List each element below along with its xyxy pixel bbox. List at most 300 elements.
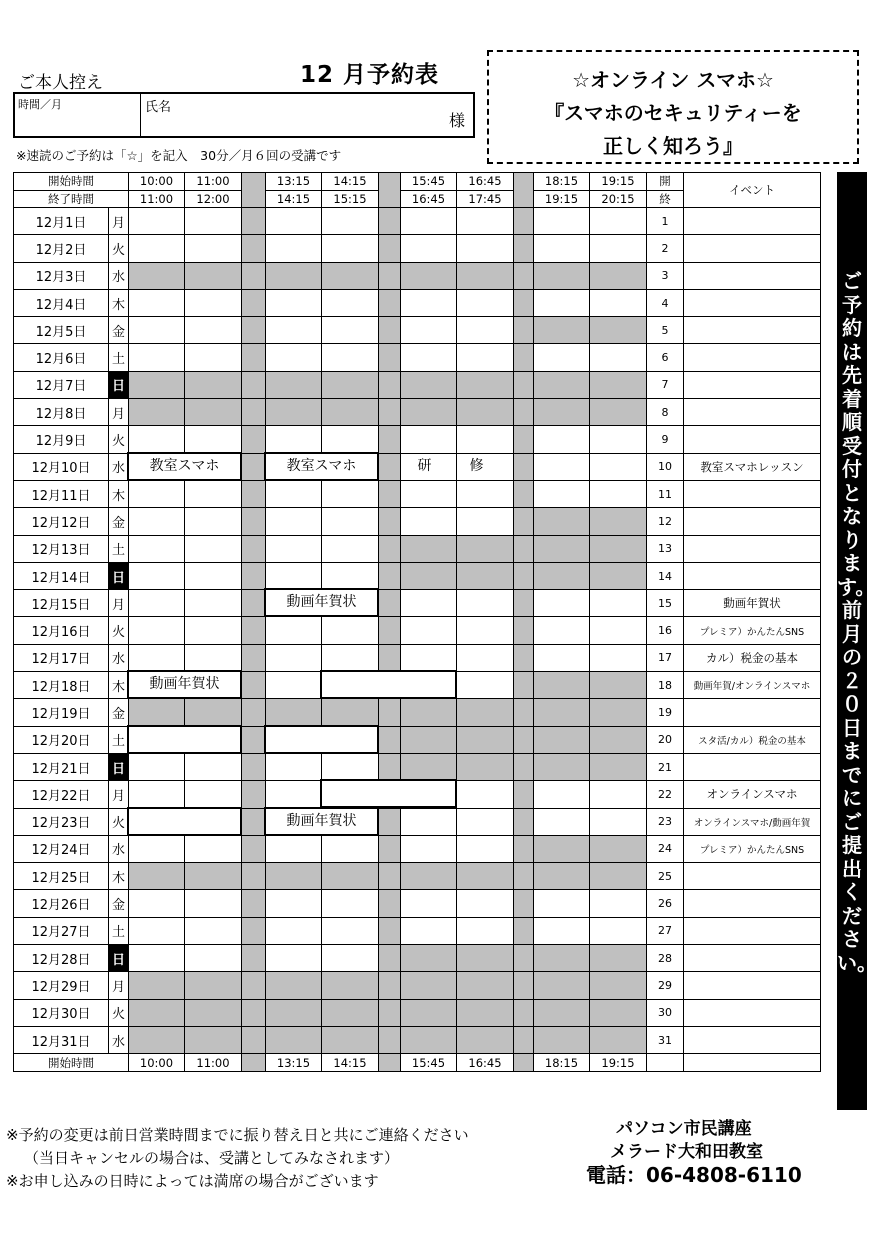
slot-cell <box>534 1026 590 1053</box>
slot-cell[interactable] <box>590 890 647 917</box>
row-date: 12月7日 <box>14 371 109 398</box>
slot-cell[interactable] <box>534 344 590 371</box>
row-number: 20 <box>647 726 684 753</box>
slot-cell[interactable] <box>185 317 242 344</box>
break-cell <box>379 453 401 480</box>
slot-cell[interactable] <box>185 590 242 617</box>
lesson-box-douga-nengajo[interactable]: 動画年賀状 <box>264 588 379 617</box>
slot-cell[interactable] <box>185 562 242 589</box>
lesson-box-douga-nengajo[interactable]: 動画年賀状 <box>127 670 242 699</box>
slot-cell[interactable] <box>266 890 322 917</box>
slot-cell[interactable] <box>322 917 379 944</box>
slot-cell[interactable] <box>266 753 322 780</box>
row-date: 12月22日 <box>14 781 109 808</box>
slot-cell[interactable] <box>129 644 185 671</box>
end-time: 20:15 <box>590 190 647 208</box>
slot-cell[interactable] <box>401 235 457 262</box>
slot-cell[interactable] <box>590 917 647 944</box>
break-col <box>242 173 266 208</box>
row-number: 24 <box>647 835 684 862</box>
slot-cell[interactable] <box>534 808 590 835</box>
slot-cell <box>266 1026 322 1053</box>
slot-cell <box>590 535 647 562</box>
promo-line-3: 正しく知ろう』 <box>603 134 743 158</box>
break-cell <box>514 672 534 699</box>
break-cell <box>379 235 401 262</box>
slot-cell[interactable] <box>457 808 514 835</box>
slot-cell[interactable] <box>534 917 590 944</box>
slot-cell[interactable] <box>185 617 242 644</box>
row-weekday: 月 <box>109 781 129 808</box>
lesson-box-empty[interactable] <box>127 807 242 836</box>
footer-start-time: 14:15 <box>322 1054 379 1072</box>
slot-cell[interactable] <box>185 781 242 808</box>
slot-cell[interactable] <box>185 426 242 453</box>
slot-cell[interactable] <box>266 535 322 562</box>
row-event <box>684 371 821 398</box>
slot-cell[interactable] <box>322 945 379 972</box>
slot-cell[interactable] <box>129 781 185 808</box>
row-date: 12月8日 <box>14 399 109 426</box>
table-row <box>14 835 821 862</box>
slot-cell[interactable] <box>185 344 242 371</box>
slot-cell[interactable] <box>185 945 242 972</box>
break-col <box>514 173 534 208</box>
slot-cell <box>185 1026 242 1053</box>
slot-cell[interactable] <box>401 590 457 617</box>
lesson-box-empty[interactable] <box>320 779 457 808</box>
slot-cell <box>322 399 379 426</box>
break-cell <box>514 890 534 917</box>
slot-cell[interactable] <box>266 235 322 262</box>
slot-cell <box>322 699 379 726</box>
slot-cell[interactable] <box>401 890 457 917</box>
slot-cell <box>590 972 647 999</box>
slot-cell[interactable] <box>185 235 242 262</box>
break-cell <box>514 235 534 262</box>
name-info-box <box>13 92 475 138</box>
row-event: プレミア）かんたんSNS <box>684 617 821 644</box>
slot-cell[interactable] <box>401 344 457 371</box>
slot-cell <box>322 999 379 1026</box>
slot-cell[interactable] <box>129 590 185 617</box>
break-cell <box>242 344 266 371</box>
slot-cell[interactable] <box>457 289 514 316</box>
slot-cell[interactable] <box>185 753 242 780</box>
slot-cell <box>322 972 379 999</box>
slot-cell[interactable] <box>590 590 647 617</box>
slot-cell <box>401 863 457 890</box>
row-event: カル）税金の基本 <box>684 644 821 671</box>
break-cell <box>514 508 534 535</box>
slot-cell[interactable] <box>401 917 457 944</box>
row-event <box>684 399 821 426</box>
slot-cell <box>322 371 379 398</box>
break-cell <box>514 644 534 671</box>
slot-cell[interactable] <box>322 289 379 316</box>
slot-cell[interactable] <box>401 289 457 316</box>
slot-cell[interactable] <box>457 617 514 644</box>
break-cell <box>514 699 534 726</box>
slot-cell[interactable] <box>590 480 647 507</box>
row-weekday: 日 <box>109 753 129 780</box>
slot-cell[interactable] <box>534 617 590 644</box>
sidebar-text: ご予約は先着順受付となります。前月の２０日までにご提出ください。 <box>837 269 877 975</box>
slot-cell <box>401 945 457 972</box>
row-event <box>684 262 821 289</box>
row-event: スタ活/カル）税金の基本 <box>684 726 821 753</box>
slot-cell[interactable] <box>322 535 379 562</box>
slot-cell <box>401 399 457 426</box>
lesson-box-empty[interactable] <box>264 725 379 754</box>
slot-cell[interactable] <box>534 781 590 808</box>
slot-cell[interactable] <box>129 917 185 944</box>
slot-cell[interactable] <box>322 480 379 507</box>
slot-cell[interactable] <box>401 808 457 835</box>
lesson-box-empty[interactable] <box>320 670 457 699</box>
footer-start-time: 18:15 <box>534 1054 590 1072</box>
slot-cell[interactable] <box>590 617 647 644</box>
break-cell <box>379 999 401 1026</box>
slot-cell[interactable] <box>266 344 322 371</box>
break-cell <box>514 617 534 644</box>
row-event <box>684 535 821 562</box>
slot-cell[interactable] <box>401 617 457 644</box>
slot-cell[interactable] <box>322 208 379 235</box>
break-cell <box>514 371 534 398</box>
slot-cell[interactable] <box>401 644 457 671</box>
row-weekday: 火 <box>109 999 129 1026</box>
slot-cell[interactable] <box>266 562 322 589</box>
slot-cell[interactable] <box>129 426 185 453</box>
slot-cell[interactable] <box>266 208 322 235</box>
slot-cell[interactable] <box>185 835 242 862</box>
row-weekday: 火 <box>109 617 129 644</box>
break-cell <box>242 644 266 671</box>
row-number: 1 <box>647 208 684 235</box>
copy-label: ご本人控え <box>18 73 103 93</box>
start-time: 14:15 <box>322 173 379 191</box>
slot-cell[interactable] <box>266 317 322 344</box>
row-weekday: 木 <box>109 480 129 507</box>
break-cell <box>379 753 401 780</box>
slot-cell[interactable] <box>401 835 457 862</box>
start-time: 16:45 <box>457 173 514 191</box>
slot-cell[interactable] <box>266 917 322 944</box>
slot-cell[interactable] <box>185 508 242 535</box>
lesson-box-kyoshitsu-sumaho[interactable]: 教室スマホ <box>264 452 379 481</box>
slot-cell[interactable] <box>590 289 647 316</box>
row-event <box>684 1026 821 1053</box>
slot-cell[interactable] <box>457 317 514 344</box>
slot-cell[interactable] <box>457 781 514 808</box>
slot-cell[interactable] <box>266 835 322 862</box>
slot-cell[interactable] <box>129 562 185 589</box>
row-number: 18 <box>647 672 684 699</box>
slot-cell[interactable] <box>266 672 322 699</box>
slot-cell[interactable] <box>129 289 185 316</box>
slot-cell[interactable] <box>457 508 514 535</box>
slot-cell[interactable] <box>590 235 647 262</box>
break-cell <box>514 262 534 289</box>
row-number: 29 <box>647 972 684 999</box>
slot-cell[interactable] <box>185 289 242 316</box>
row-event <box>684 699 821 726</box>
slot-cell[interactable] <box>590 781 647 808</box>
slot-cell <box>534 753 590 780</box>
lesson-box-douga-nengajo[interactable]: 動画年賀状 <box>264 807 379 836</box>
break-cell <box>242 508 266 535</box>
slot-cell[interactable] <box>266 617 322 644</box>
slot-cell <box>129 972 185 999</box>
slot-cell <box>590 1026 647 1053</box>
slot-cell[interactable] <box>457 235 514 262</box>
slot-cell[interactable] <box>266 289 322 316</box>
page-title: 12 月予約表 <box>300 62 440 88</box>
slot-cell[interactable] <box>129 945 185 972</box>
slot-cell[interactable] <box>185 890 242 917</box>
break-cell <box>242 399 266 426</box>
slot-cell[interactable] <box>129 617 185 644</box>
slot-cell <box>590 699 647 726</box>
promo-box <box>487 50 859 164</box>
slot-cell <box>322 262 379 289</box>
lesson-box-kyoshitsu-sumaho[interactable]: 教室スマホ <box>127 452 242 481</box>
slot-cell[interactable] <box>534 644 590 671</box>
start-time-header: 開始時間 <box>14 173 129 191</box>
slot-cell[interactable] <box>590 644 647 671</box>
slot-cell[interactable] <box>129 753 185 780</box>
slot-cell[interactable] <box>129 480 185 507</box>
row-weekday: 木 <box>109 289 129 316</box>
break-cell <box>514 289 534 316</box>
row-number: 23 <box>647 808 684 835</box>
slot-cell[interactable] <box>590 808 647 835</box>
slot-cell[interactable] <box>185 480 242 507</box>
slot-cell <box>534 726 590 753</box>
footer-blank <box>684 1054 821 1072</box>
row-weekday: 木 <box>109 672 129 699</box>
honorific-label: 様 <box>448 111 465 130</box>
slot-cell[interactable] <box>322 235 379 262</box>
break-cell <box>379 1054 401 1072</box>
slot-cell[interactable] <box>534 208 590 235</box>
slot-cell[interactable] <box>185 535 242 562</box>
slot-cell[interactable] <box>266 426 322 453</box>
slot-cell[interactable] <box>129 890 185 917</box>
start-time: 15:45 <box>401 173 457 191</box>
slot-cell[interactable] <box>322 617 379 644</box>
break-cell <box>242 753 266 780</box>
slot-cell[interactable] <box>266 644 322 671</box>
slot-cell <box>457 699 514 726</box>
slot-cell[interactable] <box>401 480 457 507</box>
break-cell <box>242 781 266 808</box>
slot-cell[interactable] <box>401 208 457 235</box>
row-date: 12月9日 <box>14 426 109 453</box>
break-cell <box>514 917 534 944</box>
row-date: 12月25日 <box>14 863 109 890</box>
slot-cell[interactable] <box>266 508 322 535</box>
break-cell <box>379 972 401 999</box>
slot-cell[interactable] <box>457 344 514 371</box>
row-event: オンラインスマホ <box>684 781 821 808</box>
slot-cell[interactable] <box>590 344 647 371</box>
slot-cell <box>457 726 514 753</box>
slot-cell <box>457 562 514 589</box>
lesson-box-empty[interactable] <box>127 725 242 754</box>
slot-cell[interactable] <box>534 289 590 316</box>
slot-cell[interactable] <box>266 781 322 808</box>
slot-cell[interactable] <box>534 890 590 917</box>
slot-cell[interactable] <box>129 535 185 562</box>
slot-cell[interactable] <box>457 644 514 671</box>
break-cell <box>242 863 266 890</box>
slot-cell[interactable] <box>457 835 514 862</box>
row-date: 12月2日 <box>14 235 109 262</box>
slot-cell[interactable] <box>457 917 514 944</box>
slot-cell <box>129 371 185 398</box>
slot-cell[interactable] <box>590 208 647 235</box>
slot-cell[interactable] <box>457 672 514 699</box>
slot-cell[interactable] <box>322 426 379 453</box>
slot-cell[interactable] <box>401 508 457 535</box>
slot-cell[interactable] <box>457 590 514 617</box>
row-number: 19 <box>647 699 684 726</box>
end-time: 11:00 <box>129 190 185 208</box>
slot-cell[interactable] <box>534 235 590 262</box>
slot-cell[interactable] <box>322 644 379 671</box>
slot-cell[interactable] <box>534 426 590 453</box>
footer-notes <box>6 1124 469 1193</box>
break-cell <box>242 672 266 699</box>
slot-cell[interactable] <box>185 208 242 235</box>
break-cell <box>242 890 266 917</box>
slot-cell[interactable] <box>534 453 590 480</box>
slot-cell[interactable] <box>129 208 185 235</box>
slot-cell[interactable] <box>322 344 379 371</box>
slot-cell <box>534 371 590 398</box>
slot-cell[interactable] <box>322 890 379 917</box>
slot-cell[interactable] <box>266 480 322 507</box>
slot-cell[interactable] <box>322 317 379 344</box>
slot-cell[interactable] <box>129 344 185 371</box>
time-month-cell[interactable] <box>15 94 141 136</box>
table-row <box>14 535 821 562</box>
slot-cell <box>401 371 457 398</box>
break-cell <box>379 699 401 726</box>
row-date: 12月29日 <box>14 972 109 999</box>
row-weekday: 木 <box>109 863 129 890</box>
slot-cell[interactable] <box>534 590 590 617</box>
slot-cell <box>457 535 514 562</box>
slot-cell[interactable] <box>266 945 322 972</box>
row-date: 12月30日 <box>14 999 109 1026</box>
row-date: 12月31日 <box>14 1026 109 1053</box>
row-number: 8 <box>647 399 684 426</box>
break-cell <box>514 835 534 862</box>
row-number: 5 <box>647 317 684 344</box>
break-cell <box>242 917 266 944</box>
shu-header: 終 <box>647 190 684 208</box>
row-number: 4 <box>647 289 684 316</box>
promo-line-1: ☆オンライン スマホ☆ <box>572 68 774 92</box>
break-cell <box>514 753 534 780</box>
row-number: 31 <box>647 1026 684 1053</box>
break-cell <box>242 1054 266 1072</box>
slot-cell[interactable] <box>185 644 242 671</box>
table-row <box>14 863 821 890</box>
table-row <box>14 262 821 289</box>
end-time: 15:15 <box>322 190 379 208</box>
footer-start-time: 16:45 <box>457 1054 514 1072</box>
row-date: 12月15日 <box>14 590 109 617</box>
slot-cell[interactable] <box>322 562 379 589</box>
break-cell <box>379 917 401 944</box>
row-number: 14 <box>647 562 684 589</box>
slot-cell <box>401 972 457 999</box>
slot-cell[interactable] <box>322 753 379 780</box>
break-cell <box>514 535 534 562</box>
slot-cell[interactable] <box>129 235 185 262</box>
row-number: 27 <box>647 917 684 944</box>
slot-cell <box>401 699 457 726</box>
slot-cell[interactable] <box>322 835 379 862</box>
table-row <box>14 562 821 589</box>
row-event <box>684 972 821 999</box>
end-time: 12:00 <box>185 190 242 208</box>
slot-cell[interactable] <box>401 426 457 453</box>
slot-cell[interactable] <box>457 208 514 235</box>
slot-cell <box>534 535 590 562</box>
table-row <box>14 917 821 944</box>
break-cell <box>242 317 266 344</box>
slot-cell <box>457 399 514 426</box>
break-cell <box>514 972 534 999</box>
name-label: 氏名 <box>145 100 172 115</box>
row-weekday: 火 <box>109 235 129 262</box>
row-event <box>684 890 821 917</box>
footer-start-time: 19:15 <box>590 1054 647 1072</box>
slot-cell <box>590 262 647 289</box>
slot-cell[interactable] <box>129 835 185 862</box>
slot-cell <box>534 863 590 890</box>
break-cell <box>242 999 266 1026</box>
slot-cell[interactable] <box>185 917 242 944</box>
slot-cell[interactable] <box>401 317 457 344</box>
row-weekday: 火 <box>109 808 129 835</box>
slot-cell[interactable] <box>457 426 514 453</box>
slot-cell <box>266 699 322 726</box>
footer-note-3: ※お申し込みの日時によっては満席の場合がございます <box>6 1172 379 1190</box>
slot-cell[interactable] <box>129 508 185 535</box>
row-number: 9 <box>647 426 684 453</box>
slot-cell <box>266 262 322 289</box>
slot-cell[interactable] <box>322 508 379 535</box>
slot-cell <box>534 835 590 862</box>
slot-cell[interactable] <box>590 453 647 480</box>
slot-cell <box>534 672 590 699</box>
slot-cell[interactable] <box>534 480 590 507</box>
slot-cell[interactable] <box>129 317 185 344</box>
slot-cell <box>401 999 457 1026</box>
slot-cell <box>590 317 647 344</box>
school-info <box>586 1118 802 1187</box>
slot-cell[interactable] <box>457 890 514 917</box>
slot-cell[interactable] <box>590 426 647 453</box>
break-col <box>379 173 401 208</box>
slot-cell[interactable] <box>457 480 514 507</box>
